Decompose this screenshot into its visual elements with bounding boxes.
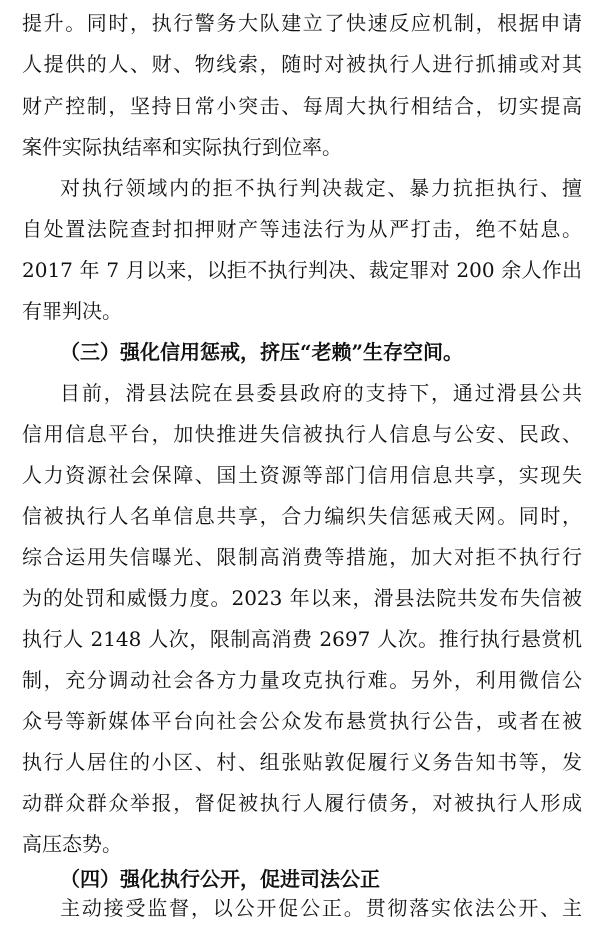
text-line: 自处置法院查封扣押财产等违法行为从严打击，绝不姑息。 xyxy=(22,217,582,241)
text-line: 人提供的人、财、物线索，随时对被执行人进行抓捕或对其 xyxy=(22,52,582,76)
text-line: 信被执行人名单信息共享，合力编织失信惩戒天网。同时， xyxy=(22,504,582,528)
text-line: 有罪判决。 xyxy=(22,299,122,323)
paragraph-first-line: 目前，滑县法院在县委县政府的支持下，通过滑县公共 xyxy=(60,381,582,405)
text-line: 综合运用失信曝光、限制高消费等措施，加大对拒不执行行 xyxy=(22,545,582,569)
paragraph-first-line: 主动接受监督，以公开促公正。贯彻落实依法公开、主 xyxy=(60,896,582,920)
text-line: 人力资源社会保障、国土资源等部门信用信息共享，实现失 xyxy=(22,463,582,487)
text-line: 提升。同时，执行警务大队建立了快速反应机制，根据申请 xyxy=(22,11,582,35)
text-line: 执行人居住的小区、村、组张贴敦促履行义务告知书等，发 xyxy=(22,750,582,774)
text-line: 案件实际执结率和实际执行到位率。 xyxy=(22,135,342,159)
text-line: 财产控制，坚持日常小突击、每周大执行相结合，切实提高 xyxy=(22,94,582,118)
text-line: 信用信息平台，加快推进失信被执行人信息与公安、民政、 xyxy=(22,422,582,446)
text-line: 2017 年 7 月以来，以拒不执行判决、裁定罪对 200 余人作出 xyxy=(22,258,582,282)
text-line: 执行人 2148 人次，限制高消费 2697 人次。推行执行悬赏机 xyxy=(22,627,582,651)
paragraph-first-line: 对执行领域内的拒不执行判决裁定、暴力抗拒执行、擅 xyxy=(60,176,582,200)
text-line: 制，充分调动社会各方力量攻克执行难。另外，利用微信公 xyxy=(22,668,582,692)
text-line: 动群众群众举报，督促被执行人履行债务，对被执行人形成 xyxy=(22,791,582,815)
section-heading-4: （四）强化执行公开，促进司法公正 xyxy=(60,867,380,891)
text-line: 高压态势。 xyxy=(22,832,122,856)
text-line: 为的处罚和威慑力度。2023 年以来，滑县法院共发布失信被 xyxy=(22,586,582,610)
section-heading-3: （三）强化信用惩戒，挤压“老赖”生存空间。 xyxy=(60,340,464,364)
text-line: 众号等新媒体平台向社会公众发布悬赏执行公告，或者在被 xyxy=(22,709,582,733)
